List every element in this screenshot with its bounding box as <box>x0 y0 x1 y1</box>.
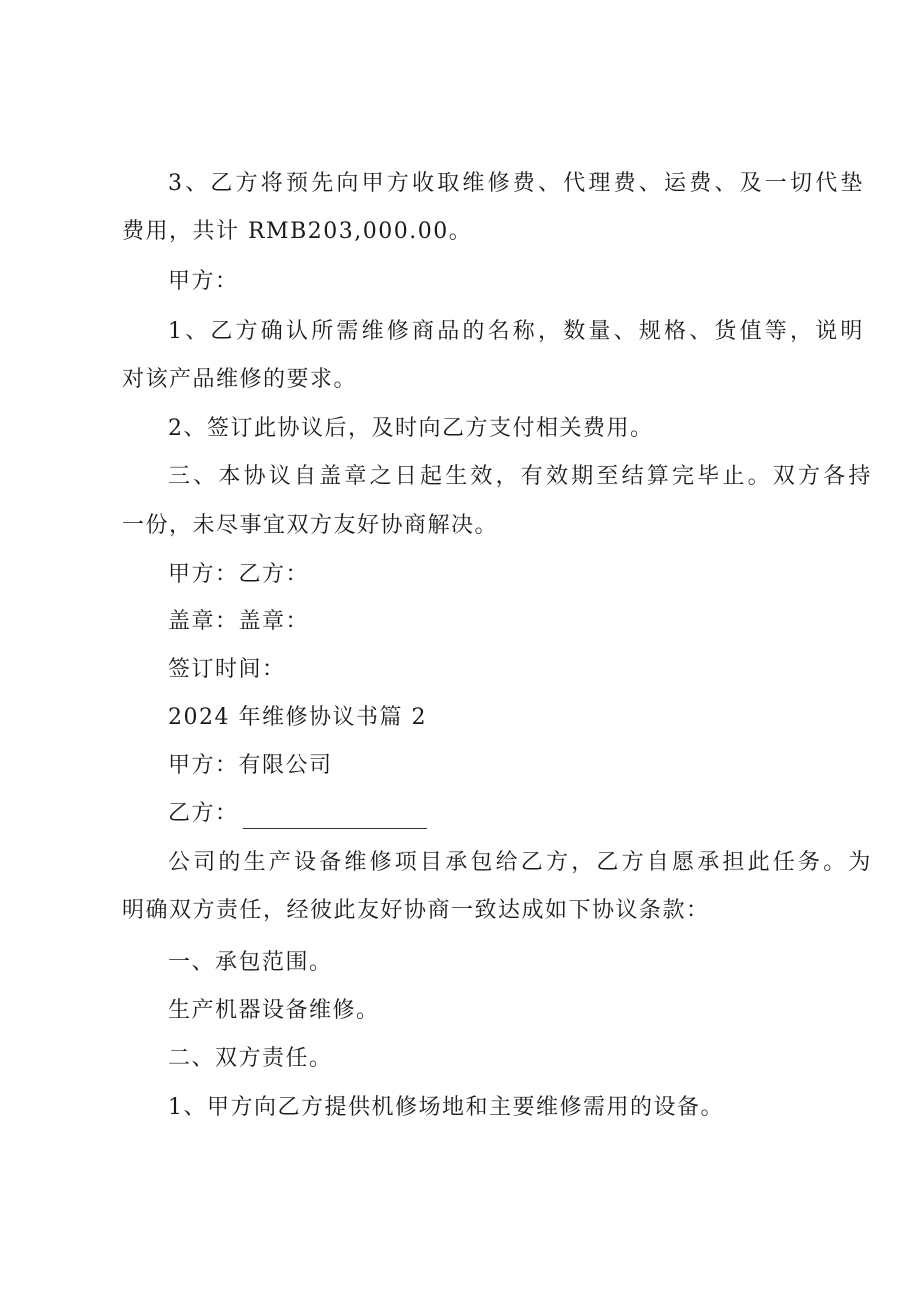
party-a-clause-1-line-2: 对该产品维修的要求。 <box>122 367 358 392</box>
party-a-heading: 甲方： <box>168 269 239 294</box>
responsibilities-heading: 二、双方责任。 <box>168 1046 333 1071</box>
party-b-blank-line <box>243 806 427 829</box>
agreement-2-title: 2024 年维修协议书篇 2 <box>168 705 427 730</box>
signature-seals: 盖章：盖章： <box>168 609 310 634</box>
section-3-line-1: 三、本协议自盖章之日起生效，有效期至结算完毕止。双方各持 <box>168 464 874 489</box>
clause-3-line-2: 费用，共计 RMB203,000.00。 <box>122 219 473 244</box>
party-a-clause-1-line-1: 1、乙方确认所需维修商品的名称，数量、规格、货值等，说明 <box>168 319 866 344</box>
signature-parties: 甲方：乙方： <box>168 562 310 587</box>
agreement-2-party-b-label: 乙方： <box>168 801 239 826</box>
agreement-2-intro-line-2: 明确双方责任，经彼此友好协商一致达成如下协议条款： <box>122 898 710 923</box>
section-3-line-2: 一份，未尽事宜双方友好协商解决。 <box>122 513 499 538</box>
scope-content: 生产机器设备维修。 <box>168 998 380 1023</box>
clause-3-line-1: 3、乙方将预先向甲方收取维修费、代理费、运费、及一切代垫 <box>168 171 866 196</box>
agreement-2-party-a: 甲方：有限公司 <box>168 753 333 778</box>
signing-date: 签订时间： <box>168 657 286 682</box>
agreement-2-intro-line-1: 公司的生产设备维修项目承包给乙方，乙方自愿承担此任务。为 <box>168 850 874 875</box>
party-a-clause-2: 2、签订此协议后，及时向乙方支付相关费用。 <box>168 416 654 441</box>
agreement-2-party-b <box>168 799 427 829</box>
responsibility-clause-1: 1、甲方向乙方提供机修场地和主要维修需用的设备。 <box>168 1095 724 1120</box>
scope-heading: 一、承包范围。 <box>168 950 333 975</box>
